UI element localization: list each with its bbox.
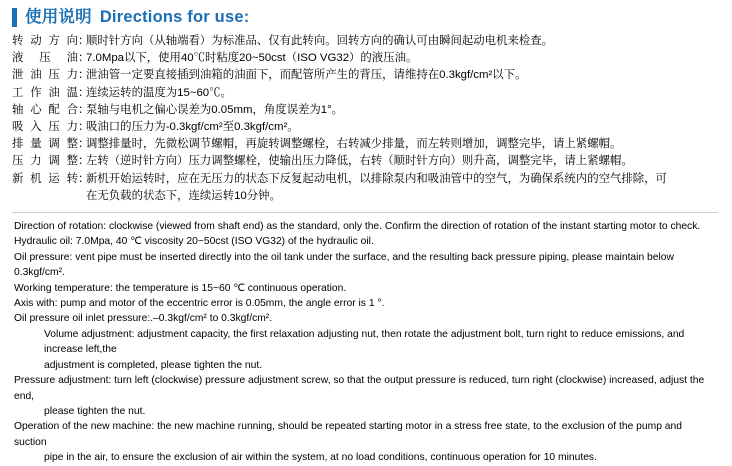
list-item: Hydraulic oil: 7.0Mpa, 40 ℃ viscosity 20~50cst (ISO VG32) of the hydraulic oil. (14, 236, 374, 248)
cn-text: 泄油管一定要直接插到油箱的油面下，而配管所产生的背压，请维持在0.3kgf/cm²以下。 (86, 69, 527, 82)
cn-label: 泄油压力 (12, 69, 78, 82)
cn-colon: ： (78, 69, 90, 82)
list-item: Direction of rotation: clockwise (viewed from shaft end) as the standard, only the. Confirm the direction of rotation of the instant starting motor to check. (14, 221, 701, 233)
list-item (12, 119, 716, 136)
cn-text: 调整排量时，先微松调节螺帽，再旋转调整螺栓，右转减少排量，而左转则增加，调整完毕，请上紧螺帽。 (86, 138, 622, 151)
list-item (12, 50, 716, 67)
list-item (12, 85, 716, 102)
chinese-instructions (10, 33, 722, 205)
cn-label: 液压油 (12, 52, 78, 65)
list-item: Oil pressure: vent pipe must be inserted directly into the oil tank under the surface, and the resulting back pressure piping, please maintain below 0.3kgf/cm². (14, 251, 674, 279)
list-item: Volume adjustment: adjustment capacity, the first relaxation adjusting nut, then rotate the adjustment bolt, turn right to reduce emissions, and increase left,the (44, 328, 685, 356)
english-instructions (10, 219, 722, 466)
title-text-chinese: 使用说明 (25, 8, 92, 27)
list-item: Axis with: pump and motor of the eccentric error is 0.05mm, the angle error is 1 °. (14, 298, 385, 310)
cn-label: 新机运转 (12, 172, 78, 185)
list-item (12, 153, 716, 170)
cn-label: 吸入压力 (12, 121, 78, 134)
cn-label: 工作油温 (12, 86, 78, 99)
cn-text: 7.0Mpa以下，使用40℃时粘度20~50cst（ISO VG32）的液压油。 (86, 52, 418, 65)
cn-colon: ： (78, 52, 90, 65)
list-item: please tighten the nut. (44, 405, 146, 417)
cn-label: 压力调整 (12, 155, 78, 168)
list-item (12, 102, 716, 119)
list-item: Operation of the new machine: the new machine running, should be repeated starting motor in a stress free state, to the exclusion of the pump and suction (14, 421, 682, 448)
list-item (12, 33, 716, 50)
cn-colon: ： (78, 121, 90, 134)
cn-label: 轴心配合 (12, 103, 78, 116)
cn-colon: ： (78, 86, 90, 99)
cn-text: 泵轴与电机之偏心误差为0.05mm，角度误差为1°。 (86, 103, 344, 116)
list-item: pipe in the air, to ensure the exclusion of air within the system, at no load conditions, continuous operation for 10 minutes. (44, 452, 597, 464)
list-item: Pressure adjustment: turn left (clockwise) pressure adjustment screw, so that the output pressure is reduced, turn right (clockwise) increased, adjust the end, (14, 375, 705, 402)
list-item: adjustment is completed, please tighten the nut. (44, 359, 263, 371)
cn-colon: ： (78, 155, 90, 168)
page-title (10, 8, 722, 27)
cn-colon: ： (78, 35, 90, 47)
list-item (12, 67, 716, 84)
title-text-english: Directions for use: (99, 8, 250, 27)
cn-text: 连续运转的温度为15~60℃。 (86, 86, 232, 99)
cn-label: 转动方向 (12, 35, 78, 47)
list-item: Oil pressure oil inlet pressure:.–0.3kgf/cm² to 0.3kgf/cm². (14, 313, 273, 325)
section-divider (12, 212, 718, 213)
cn-text: 吸油口的压力为-0.3kgf/cm²至0.3kgf/cm²。 (86, 121, 299, 134)
cn-text: 新机开始运转时，应在无压力的状态下反复起动电机，以排除泵内和吸油管中的空气，为确保系统内的空气排除，可 (86, 172, 667, 185)
list-item (12, 171, 716, 188)
cn-continuation-text: 在无负载的状态下，连续运转10分钟。 (86, 189, 281, 202)
cn-text: 顺时针方向（从轴端看）为标准品、仅有此转向。回转方向的确认可由瞬间起动电机来检查。 (86, 35, 554, 47)
cn-colon: ： (78, 138, 90, 151)
list-item (12, 136, 716, 153)
cn-colon: ： (78, 103, 90, 116)
cn-text: 左转（逆时针方向）压力调整螺栓，使输出压力降低，右转（顺时针方向）则升高，调整完毕，请上紧螺帽。 (86, 155, 633, 168)
title-accent-bar (12, 8, 17, 27)
list-item: Working temperature: the temperature is 15~60 ℃ continuous operation. (14, 282, 347, 294)
cn-colon: ： (78, 172, 90, 185)
cn-label: 排量调整 (12, 138, 78, 151)
